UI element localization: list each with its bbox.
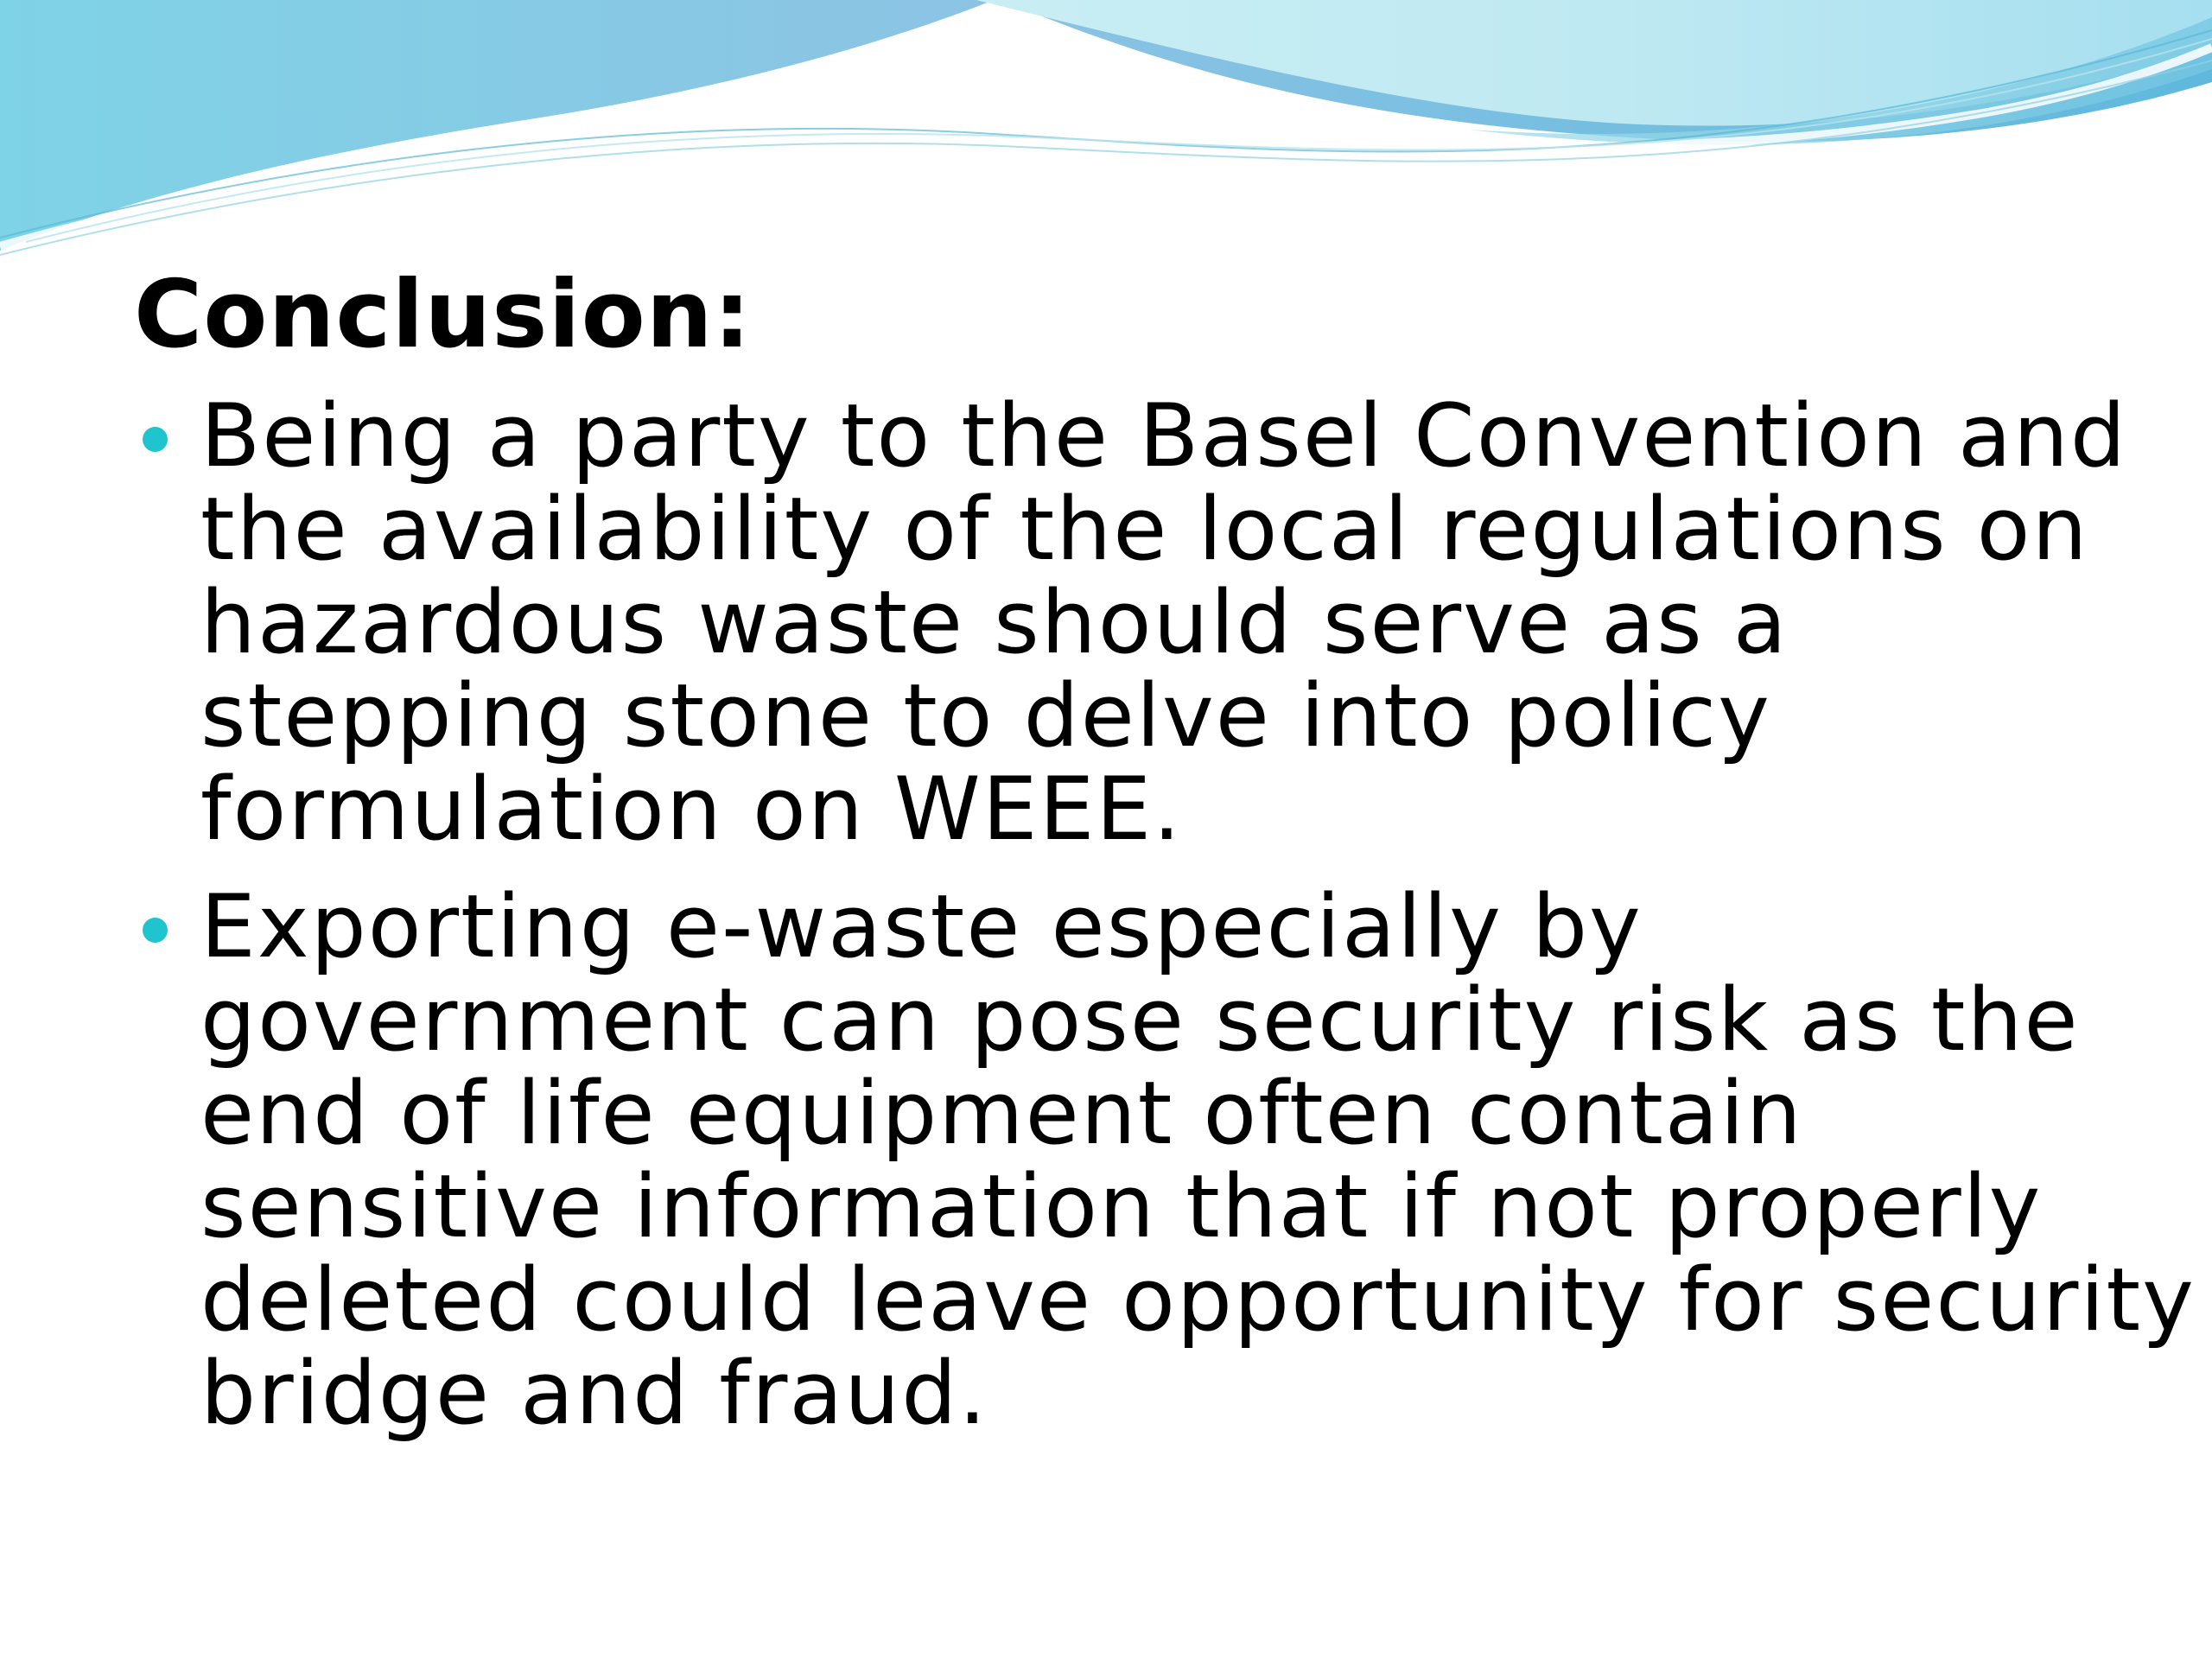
bullet-dot-icon	[143, 918, 168, 943]
slide-title: Conclusion:	[134, 261, 752, 369]
bullet-text: Being a party to the Basel Convention and the availability of the local regulations on hazardous waste should serve as a stepping stone to delve into policy formulation on WEEE.	[200, 385, 2128, 860]
bullet-item	[134, 385, 2128, 860]
bullet-item	[134, 875, 2196, 1444]
header-wave-decoration	[0, 0, 2212, 259]
bullet-list	[134, 385, 2196, 1464]
bullet-text: Exporting e-waste especially by government can pose security risk as the end of life equipment often contain sensitive information that if not properly deleted could leave opportunity for security bridge and fraud.	[200, 875, 2196, 1444]
bullet-dot-icon	[143, 427, 168, 452]
